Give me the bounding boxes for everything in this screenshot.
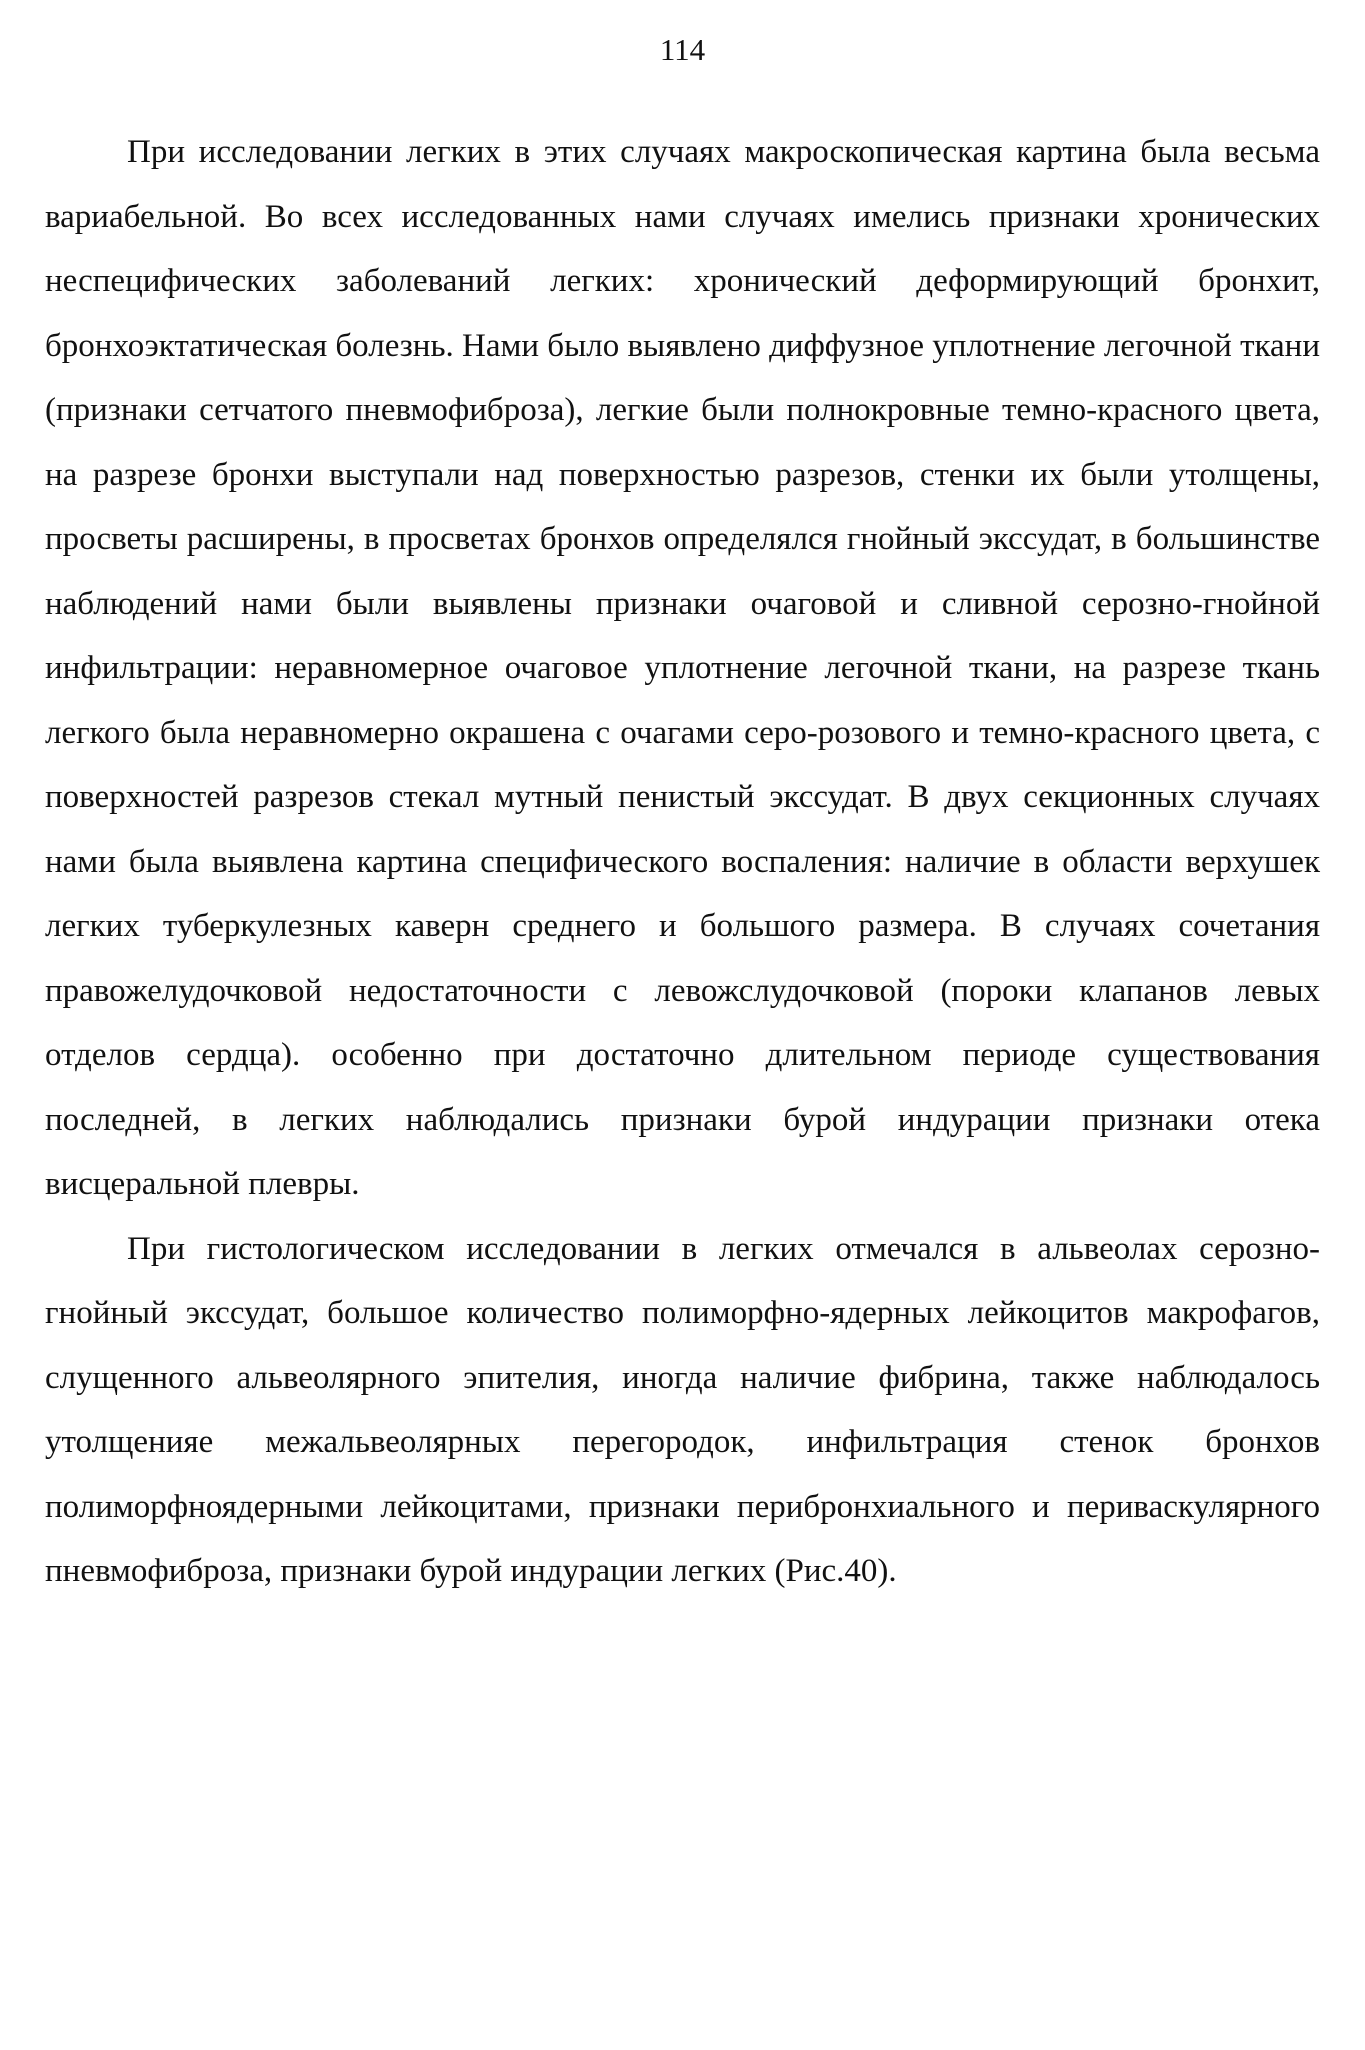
page-number: 114 (659, 32, 706, 67)
paragraph-macroscopic-findings: При исследовании легких в этих случаях макроскопическая картина была весьма вариабельной. Во всех исследованных нами случаях имелись признаки хронических неспецифических заболеваний легких: хронический деформирующий бронхит, бронхоэктатическая болезнь. Нами было выявлено диффузное уплотнение легочной ткани (признаки сетчатого пневмофиброза), легкие были полнокровные темно-красного цвета, на разрезе бронхи выступали над поверхностью разрезов, стенки их были утолщены, просветы расширены, в просветах бронхов определялся гнойный экссудат, в большинстве наблюдений нами были выявлены признаки очаговой и сливной серозно-гнойной инфильтрации: неравномерное очаговое уплотнение легочной ткани, на разрезе ткань легкого была неравномерно окрашена с очагами серо-розового и темно-красного цвета, с поверхностей разрезов стекал мутный пенистый экссудат. В двух секционных случаях нами была выявлена картина специфического воспаления: наличие в области верхушек легких туберкулезных каверн среднего и большого размера. В случаях сочетания правожелудочковой недостаточности с левожслудочковой (пороки клапанов левых отделов сердца). особенно при достаточно длительном периоде существования последней, в легких наблюдались признаки бурой индурации признаки отека висцеральной плевры. (45, 134, 1320, 1202)
body-text (45, 120, 1320, 1604)
paragraph-histological-findings: При гистологическом исследовании в легких отмечался в альвеолах серозно-гнойный экссудат, большое количество полиморфно-ядерных лейкоцитов макрофагов, слущенного альвеолярного эпителия, иногда наличие фибрина, также наблюдалось утолщенияе межальвеолярных перегородок, инфильтрация стенок бронхов полиморфноядерными лейкоцитами, признаки перибронхиального и периваскулярного пневмофиброза, признаки бурой индурации легких (Рис.40). (45, 1230, 1320, 1589)
